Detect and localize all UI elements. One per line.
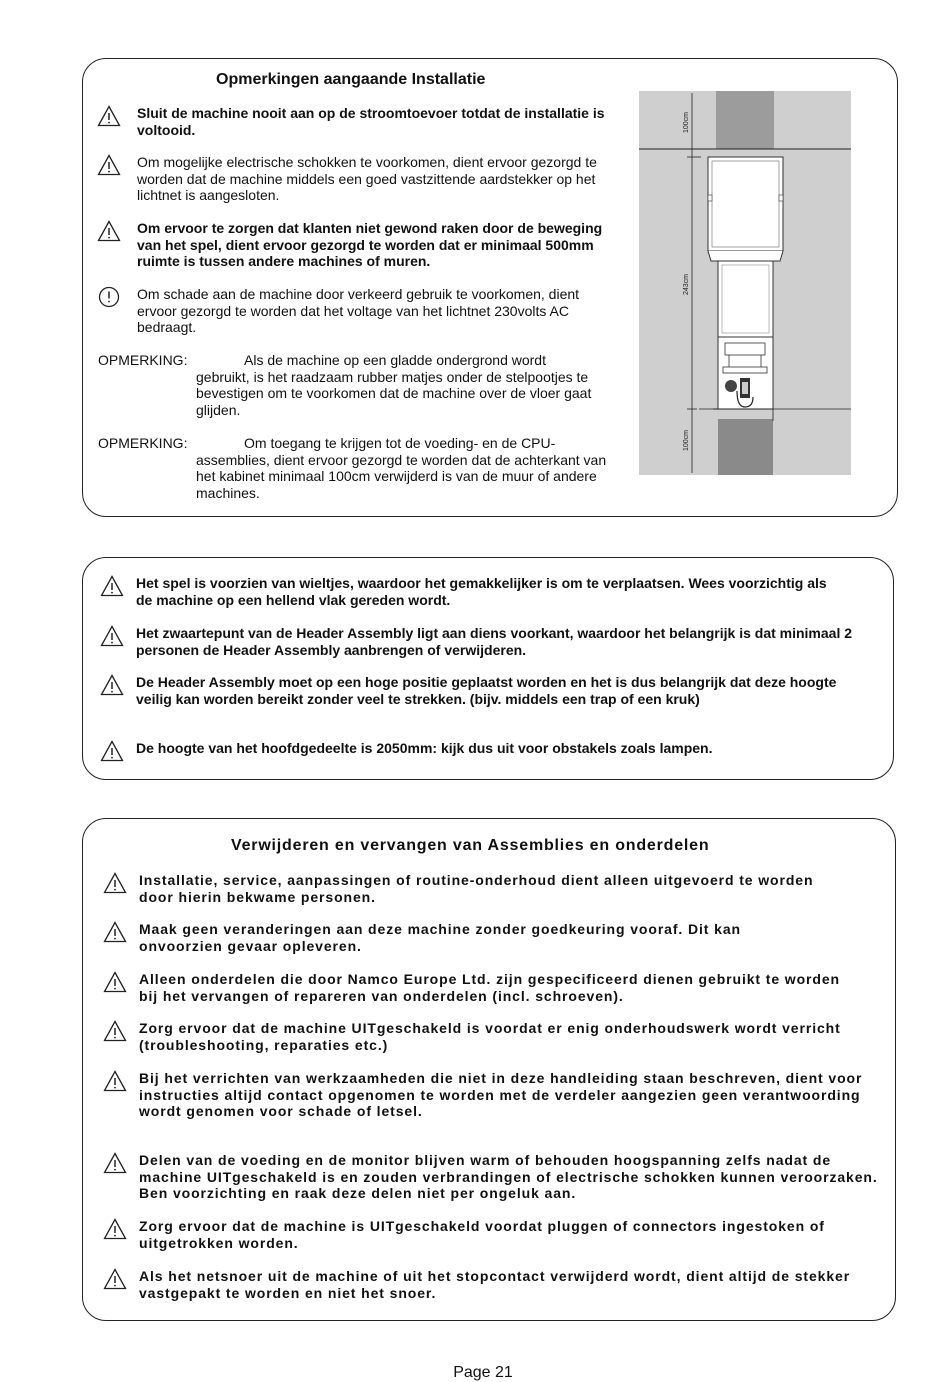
install-note-2: Om mogelijke electrische schokken te voorkomen, dient ervoor gezorgd te worden dat de machine middels een goed vastzittende aardstekker op het lichtnet is aangesloten. bbox=[137, 154, 597, 203]
warning-triangle-icon bbox=[97, 154, 121, 176]
transport-warning-4: De hoogte van het hoofdgedeelte is 2050mm: kijk dus uit voor obstakels zoals lampen. bbox=[136, 740, 713, 756]
clearance-diagram bbox=[639, 91, 851, 475]
warning-triangle-icon bbox=[97, 105, 121, 127]
maintenance-title: Verwijderen en vervangen van Assemblies en onderdelen bbox=[231, 837, 710, 854]
remark-label: OPMERKING: bbox=[98, 352, 188, 368]
install-note-1: Sluit de machine nooit aan op de stroomtoevoer totdat de installatie is voltooid. bbox=[137, 105, 605, 138]
warning-triangle-icon bbox=[100, 625, 124, 647]
install-note-4: Om schade aan de machine door verkeerd gebruik te voorkomen, dient ervoor gezorgd te worden dat het voltage van het lichtnet 230volts AC bedraagt. bbox=[137, 286, 580, 335]
maintenance-warning-4: Zorg ervoor dat de machine UITgeschakeld is voordat er enig onderhoudswerk wordt verricht (troubleshooting, reparaties etc.) bbox=[139, 1020, 841, 1053]
dim-top-label: 100cm bbox=[683, 111, 690, 133]
transport-warning-3: De Header Assembly moet op een hoge positie geplaatst worden en het is dus belangrijk dat deze hoogte veilig kan worden bereikt zonder veel te strekken. (bijv. middels een trap of een kruk) bbox=[136, 674, 837, 707]
maintenance-warning-8: Als het netsnoer uit de machine of uit het stopcontact verwijderd wordt, dient altijd de stekker vastgepakt te worden en niet het snoer. bbox=[139, 1268, 851, 1301]
maintenance-warning-7: Zorg ervoor dat de machine is UITgeschakeld voordat pluggen of connectors ingestoken of uitgetrokken worden. bbox=[139, 1218, 825, 1251]
maintenance-warning-6: Delen van de voeding en de monitor blijven warm of behouden hoogspanning zelfs nadat de machine UITgeschakeld is en zouden verbrandingen of electrische schokken kunnen veroorzaken. Ben voorzichting en raak deze delen niet per ongeluk aan. bbox=[139, 1152, 878, 1201]
transport-warning-2: Het zwaartepunt van de Header Assembly ligt aan diens voorkant, waardoor het belangrijk is dat minimaal 2 personen de Header Assembly aanbrengen of verwijderen. bbox=[136, 625, 853, 658]
remark-text: gebruikt, is het raadzaam rubber matjes onder de stelpootjes te bevestigen om te voorkomen dat de machine over de vloer gaat glijden. bbox=[196, 368, 592, 418]
warning-triangle-icon bbox=[103, 1020, 127, 1042]
remark-first-line: Als de machine op een gladde ondergrond wordt bbox=[244, 352, 546, 368]
cabinet-body bbox=[718, 261, 773, 337]
warning-triangle-icon bbox=[100, 575, 124, 597]
warning-triangle-icon bbox=[103, 921, 127, 943]
cabinet-header bbox=[708, 157, 783, 251]
dim-bottom-label: 100cm bbox=[683, 429, 690, 451]
maintenance-warning-3: Alleen onderdelen die door Namco Europe Ltd. zijn gespecificeerd dienen gebruikt te worden bij het vervangen of repareren van onderdelen (incl. schroeven). bbox=[139, 971, 840, 1004]
page-number: Page 21 bbox=[453, 1364, 513, 1381]
wall-strip bbox=[716, 91, 774, 149]
installation-notes-title: Opmerkingen aangaande Installatie bbox=[216, 71, 486, 88]
remark-2 bbox=[98, 435, 618, 501]
warning-triangle-icon bbox=[103, 1268, 127, 1290]
warning-triangle-icon bbox=[97, 220, 121, 242]
warning-triangle-icon bbox=[100, 674, 124, 696]
exclamation-circle-icon bbox=[97, 286, 121, 308]
warning-triangle-icon bbox=[103, 872, 127, 894]
floor-strip bbox=[718, 419, 773, 475]
maintenance-warning-2: Maak geen veranderingen aan deze machine zonder goedkeuring vooraf. Dit kan onvoorzien gevaar opleveren. bbox=[139, 921, 741, 954]
warning-triangle-icon bbox=[103, 1152, 127, 1174]
warning-triangle-icon bbox=[100, 740, 124, 762]
transport-warning-1: Het spel is voorzien van wieltjes, waardoor het gemakkelijker is om te verplaatsen. Wees voorzichtig als de machine op een hellend vlak gereden wordt. bbox=[136, 575, 827, 608]
warning-triangle-icon bbox=[103, 1218, 127, 1240]
remark-1 bbox=[98, 352, 633, 418]
maintenance-warning-1: Installatie, service, aanpassingen of routine-onderhoud dient alleen uitgevoerd te worden door hierin bekwame personen. bbox=[139, 872, 814, 905]
remark-label: OPMERKING: bbox=[98, 435, 188, 451]
remark-first-line: Om toegang te krijgen tot de voeding- en de CPU- bbox=[244, 435, 556, 451]
warning-triangle-icon bbox=[103, 971, 127, 993]
warning-triangle-icon bbox=[103, 1070, 127, 1092]
install-note-3: Om ervoor te zorgen dat klanten niet gewond raken door de beweging van het spel, dient ervoor gezorgd te worden dat er minimaal 500mm ruimte is tussen andere machines of muren. bbox=[137, 220, 603, 269]
remark-text: assemblies, dient ervoor gezorgd te worden dat de achterkant van het kabinet minimaal 100cm verwijderd is van de muur of andere machines. bbox=[196, 451, 607, 501]
dim-middle-label: 243cm bbox=[683, 273, 690, 295]
maintenance-warning-5: Bij het verrichten van werkzaamheden die niet in deze handleiding staan beschreven, dient voor instructies altijd contact opgenomen te worden met de verdeler aangezien geen verantwoording wordt genomen voor schade of letsel. bbox=[139, 1070, 863, 1119]
